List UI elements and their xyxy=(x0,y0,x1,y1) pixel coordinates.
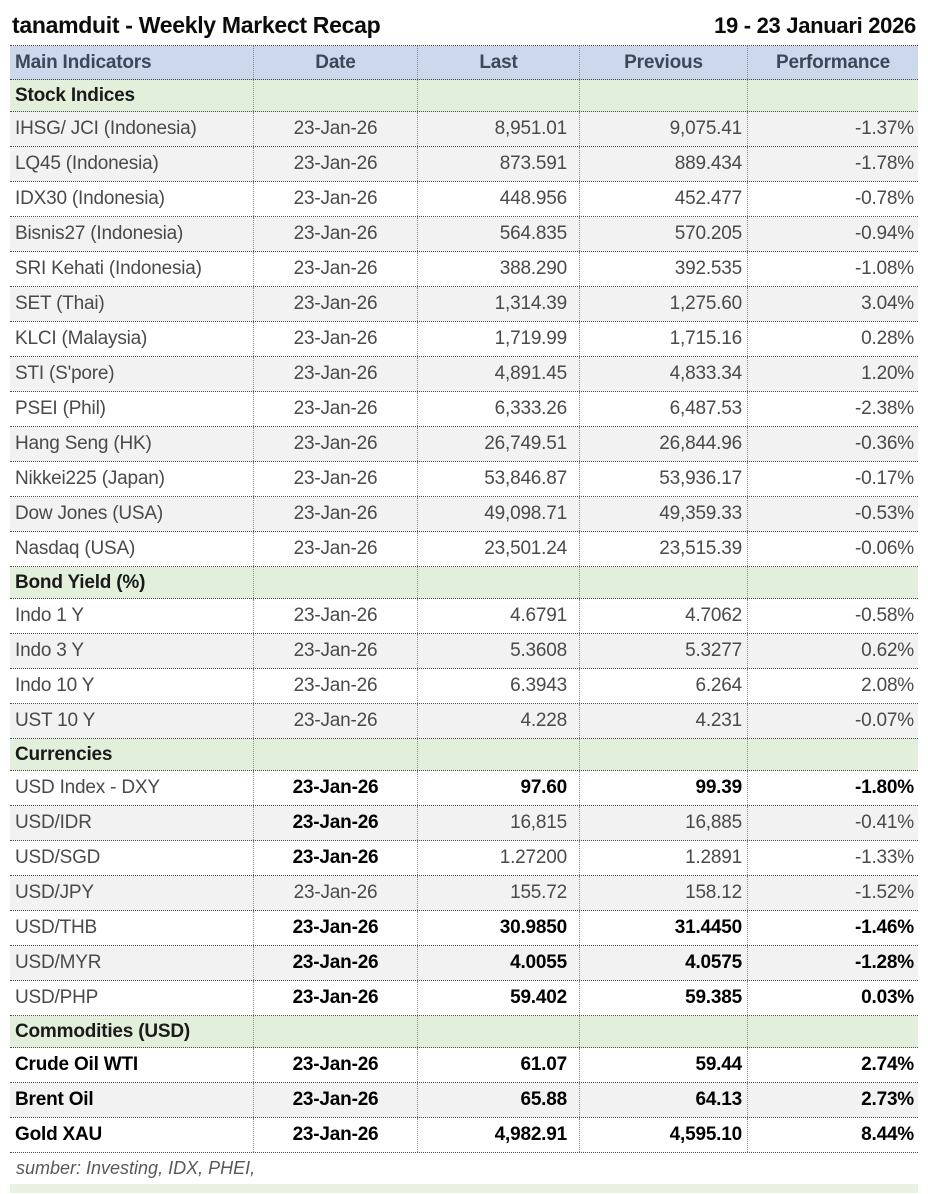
section-spacer-cell xyxy=(418,567,580,598)
section-label: Stock Indices xyxy=(10,80,254,111)
date-cell: 23-Jan-26 xyxy=(254,911,418,945)
indicator-cell: Nasdaq (USA) xyxy=(10,532,254,566)
table-row-usd-index-dxy xyxy=(10,771,918,806)
previous-cell: 5.3277 xyxy=(580,634,748,668)
previous-cell: 4,833.34 xyxy=(580,357,748,391)
performance-cell: 2.08% xyxy=(861,675,914,696)
last-cell: 4,982.91 xyxy=(418,1118,580,1152)
table-row-dow-jones-usa xyxy=(10,497,918,532)
date-cell: 23-Jan-26 xyxy=(254,252,418,286)
previous-cell: 6,487.53 xyxy=(580,392,748,426)
table-row-klci-malaysia xyxy=(10,322,918,357)
section-spacer-cell xyxy=(580,739,748,770)
indicator-cell: Indo 10 Y xyxy=(10,669,254,703)
table-header-row xyxy=(10,46,918,80)
table-row-indo-10-y xyxy=(10,669,918,704)
performance-cell: -1.80% xyxy=(854,777,914,798)
performance-cell: -1.78% xyxy=(854,153,914,174)
indicator-cell: IHSG/ JCI (Indonesia) xyxy=(10,112,254,146)
indicator-cell: Bisnis27 (Indonesia) xyxy=(10,217,254,251)
date-cell: 23-Jan-26 xyxy=(254,217,418,251)
table-row-nasdaq-usa xyxy=(10,532,918,567)
indicator-cell: KLCI (Malaysia) xyxy=(10,322,254,356)
section-spacer-cell xyxy=(580,1016,748,1047)
table-row-crude-oil-wti xyxy=(10,1048,918,1083)
performance-cell: 8.44% xyxy=(861,1124,914,1145)
previous-cell: 23,515.39 xyxy=(580,532,748,566)
performance-cell: -1.46% xyxy=(854,917,914,938)
previous-cell: 49,359.33 xyxy=(580,497,748,531)
previous-cell: 4.0575 xyxy=(580,946,748,980)
previous-cell: 570.205 xyxy=(580,217,748,251)
table-row-usd-php xyxy=(10,981,918,1016)
indicator-cell: IDX30 (Indonesia) xyxy=(10,182,254,216)
table-row-indo-1-y xyxy=(10,599,918,634)
performance-cell: -0.17% xyxy=(854,468,914,489)
last-cell: 49,098.71 xyxy=(418,497,580,531)
section-spacer-cell xyxy=(748,739,918,770)
column-header-last: Last xyxy=(418,46,580,79)
table-row-nikkei225-japan xyxy=(10,462,918,497)
last-cell: 6.3943 xyxy=(418,669,580,703)
performance-cell: 0.62% xyxy=(861,640,914,661)
indicator-cell: Nikkei225 (Japan) xyxy=(10,462,254,496)
date-cell: 23-Jan-26 xyxy=(254,287,418,321)
section-spacer-cell xyxy=(580,567,748,598)
previous-cell: 158.12 xyxy=(580,876,748,910)
table-row-usd-idr xyxy=(10,806,918,841)
last-cell: 1,719.99 xyxy=(418,322,580,356)
indicator-cell: SRI Kehati (Indonesia) xyxy=(10,252,254,286)
indicator-cell: SET (Thai) xyxy=(10,287,254,321)
performance-cell: -0.07% xyxy=(854,710,914,731)
indicator-cell: USD Index - DXY xyxy=(10,771,254,805)
indicator-cell: USD/IDR xyxy=(10,806,254,840)
indicator-cell: LQ45 (Indonesia) xyxy=(10,147,254,181)
indicator-cell: Dow Jones (USA) xyxy=(10,497,254,531)
indicator-cell: Crude Oil WTI xyxy=(10,1048,254,1082)
date-cell: 23-Jan-26 xyxy=(254,112,418,146)
column-header-performance: Performance xyxy=(776,51,890,73)
last-cell: 97.60 xyxy=(418,771,580,805)
performance-cell: 2.73% xyxy=(861,1089,914,1110)
section-spacer-cell xyxy=(254,1016,418,1047)
table-row-psei-phil xyxy=(10,392,918,427)
indicator-cell: USD/PHP xyxy=(10,981,254,1015)
date-cell: 23-Jan-26 xyxy=(254,147,418,181)
table-row-hang-seng-hk xyxy=(10,427,918,462)
indicator-cell: USD/MYR xyxy=(10,946,254,980)
section-spacer-cell xyxy=(748,80,918,111)
indicator-cell: USD/SGD xyxy=(10,841,254,875)
last-cell: 5.3608 xyxy=(418,634,580,668)
last-cell: 23,501.24 xyxy=(418,532,580,566)
date-cell: 23-Jan-26 xyxy=(254,946,418,980)
column-header-previous: Previous xyxy=(580,46,748,79)
indicator-cell: USD/JPY xyxy=(10,876,254,910)
table-row-usd-sgd xyxy=(10,841,918,876)
title-bar xyxy=(10,6,918,46)
date-cell: 23-Jan-26 xyxy=(254,981,418,1015)
last-cell: 8,951.01 xyxy=(418,112,580,146)
section-spacer-cell xyxy=(254,80,418,111)
performance-cell: -0.53% xyxy=(854,503,914,524)
column-header-date: Date xyxy=(254,46,418,79)
performance-cell: -1.52% xyxy=(854,882,914,903)
section-spacer-cell xyxy=(748,567,918,598)
previous-cell: 6.264 xyxy=(580,669,748,703)
previous-cell: 9,075.41 xyxy=(580,112,748,146)
indicator-cell: STI (S'pore) xyxy=(10,357,254,391)
date-cell: 23-Jan-26 xyxy=(254,532,418,566)
section-label: Bond Yield (%) xyxy=(10,567,254,598)
performance-cell: -0.78% xyxy=(854,188,914,209)
date-cell: 23-Jan-26 xyxy=(254,357,418,391)
last-cell: 873.591 xyxy=(418,147,580,181)
table-row-bisnis27-indonesia xyxy=(10,217,918,252)
section-spacer-cell xyxy=(418,739,580,770)
performance-cell: -1.28% xyxy=(854,952,914,973)
performance-cell: -0.36% xyxy=(854,433,914,454)
previous-cell: 4.7062 xyxy=(580,599,748,633)
previous-cell: 1,275.60 xyxy=(580,287,748,321)
performance-cell: -0.94% xyxy=(854,223,914,244)
table-row-usd-thb xyxy=(10,911,918,946)
previous-cell: 4,595.10 xyxy=(580,1118,748,1152)
table-row-ust-10-y xyxy=(10,704,918,739)
table-row-indo-3-y xyxy=(10,634,918,669)
performance-cell: -0.58% xyxy=(854,605,914,626)
last-cell: 4.6791 xyxy=(418,599,580,633)
last-cell: 65.88 xyxy=(418,1083,580,1117)
page-title: tanamduit - Weekly Markect Recap xyxy=(12,12,381,38)
section-header-commodities-usd xyxy=(10,1016,918,1048)
last-cell: 4.228 xyxy=(418,704,580,738)
previous-cell: 392.535 xyxy=(580,252,748,286)
date-cell: 23-Jan-26 xyxy=(254,497,418,531)
date-cell: 23-Jan-26 xyxy=(254,669,418,703)
date-cell: 23-Jan-26 xyxy=(254,1048,418,1082)
date-cell: 23-Jan-26 xyxy=(254,462,418,496)
performance-cell: -2.38% xyxy=(854,398,914,419)
performance-cell: 2.74% xyxy=(861,1054,914,1075)
table-row-set-thai xyxy=(10,287,918,322)
previous-cell: 1,715.16 xyxy=(580,322,748,356)
date-cell: 23-Jan-26 xyxy=(254,392,418,426)
last-cell: 6,333.26 xyxy=(418,392,580,426)
indicator-cell: USD/THB xyxy=(10,911,254,945)
last-cell: 26,749.51 xyxy=(418,427,580,461)
section-spacer-cell xyxy=(254,739,418,770)
previous-cell: 59.385 xyxy=(580,981,748,1015)
indicator-cell: Indo 3 Y xyxy=(10,634,254,668)
indicator-cell: Indo 1 Y xyxy=(10,599,254,633)
previous-cell: 31.4450 xyxy=(580,911,748,945)
previous-cell: 53,936.17 xyxy=(580,462,748,496)
last-cell: 4,891.45 xyxy=(418,357,580,391)
table-row-sri-kehati-indonesia xyxy=(10,252,918,287)
date-cell: 23-Jan-26 xyxy=(254,1083,418,1117)
table-row-ihsg-jci-indonesia xyxy=(10,112,918,147)
indicator-cell: Gold XAU xyxy=(10,1118,254,1152)
section-spacer-cell xyxy=(418,1016,580,1047)
previous-cell: 4.231 xyxy=(580,704,748,738)
last-cell: 1.27200 xyxy=(418,841,580,875)
performance-cell: 0.03% xyxy=(861,987,914,1008)
last-cell: 16,815 xyxy=(418,806,580,840)
bottom-accent-strip xyxy=(10,1184,918,1193)
section-spacer-cell xyxy=(748,1016,918,1047)
last-cell: 4.0055 xyxy=(418,946,580,980)
column-header-main-indicators: Main Indicators xyxy=(10,46,254,79)
section-spacer-cell xyxy=(254,567,418,598)
performance-cell: 1.20% xyxy=(861,363,914,384)
indicator-cell: UST 10 Y xyxy=(10,704,254,738)
date-range: 19 - 23 Januari 2026 xyxy=(714,13,916,38)
last-cell: 53,846.87 xyxy=(418,462,580,496)
indicator-cell: Brent Oil xyxy=(10,1083,254,1117)
date-cell: 23-Jan-26 xyxy=(254,876,418,910)
indicator-cell: PSEI (Phil) xyxy=(10,392,254,426)
last-cell: 388.290 xyxy=(418,252,580,286)
table-row-usd-myr xyxy=(10,946,918,981)
date-cell: 23-Jan-26 xyxy=(254,599,418,633)
section-header-currencies xyxy=(10,739,918,771)
previous-cell: 452.477 xyxy=(580,182,748,216)
previous-cell: 889.434 xyxy=(580,147,748,181)
performance-cell: 3.04% xyxy=(861,293,914,314)
performance-cell: -1.08% xyxy=(854,258,914,279)
section-spacer-cell xyxy=(418,80,580,111)
last-cell: 61.07 xyxy=(418,1048,580,1082)
last-cell: 59.402 xyxy=(418,981,580,1015)
date-cell: 23-Jan-26 xyxy=(254,806,418,840)
date-cell: 23-Jan-26 xyxy=(254,841,418,875)
table-row-sti-s-pore xyxy=(10,357,918,392)
date-cell: 23-Jan-26 xyxy=(254,182,418,216)
section-label: Commodities (USD) xyxy=(10,1016,254,1047)
table-row-usd-jpy xyxy=(10,876,918,911)
last-cell: 448.956 xyxy=(418,182,580,216)
date-cell: 23-Jan-26 xyxy=(254,771,418,805)
table-row-idx30-indonesia xyxy=(10,182,918,217)
previous-cell: 16,885 xyxy=(580,806,748,840)
previous-cell: 26,844.96 xyxy=(580,427,748,461)
date-cell: 23-Jan-26 xyxy=(254,634,418,668)
performance-cell: -1.37% xyxy=(854,118,914,139)
section-header-bond-yield xyxy=(10,567,918,599)
performance-cell: 0.28% xyxy=(861,328,914,349)
date-cell: 23-Jan-26 xyxy=(254,704,418,738)
table-row-gold-xau xyxy=(10,1118,918,1153)
previous-cell: 64.13 xyxy=(580,1083,748,1117)
date-cell: 23-Jan-26 xyxy=(254,322,418,356)
date-cell: 23-Jan-26 xyxy=(254,1118,418,1152)
last-cell: 30.9850 xyxy=(418,911,580,945)
table-row-brent-oil xyxy=(10,1083,918,1118)
performance-cell: -0.06% xyxy=(854,538,914,559)
source-note: sumber: Investing, IDX, PHEI, xyxy=(16,1157,256,1178)
last-cell: 1,314.39 xyxy=(418,287,580,321)
performance-cell: -0.41% xyxy=(854,812,914,833)
last-cell: 155.72 xyxy=(418,876,580,910)
date-cell: 23-Jan-26 xyxy=(254,427,418,461)
table-body xyxy=(10,80,918,1153)
table-row-lq45-indonesia xyxy=(10,147,918,182)
previous-cell: 59.44 xyxy=(580,1048,748,1082)
previous-cell: 99.39 xyxy=(580,771,748,805)
performance-cell: -1.33% xyxy=(854,847,914,868)
indicator-cell: Hang Seng (HK) xyxy=(10,427,254,461)
last-cell: 564.835 xyxy=(418,217,580,251)
previous-cell: 1.2891 xyxy=(580,841,748,875)
section-header-stock-indices xyxy=(10,80,918,112)
section-label: Currencies xyxy=(10,739,254,770)
section-spacer-cell xyxy=(580,80,748,111)
